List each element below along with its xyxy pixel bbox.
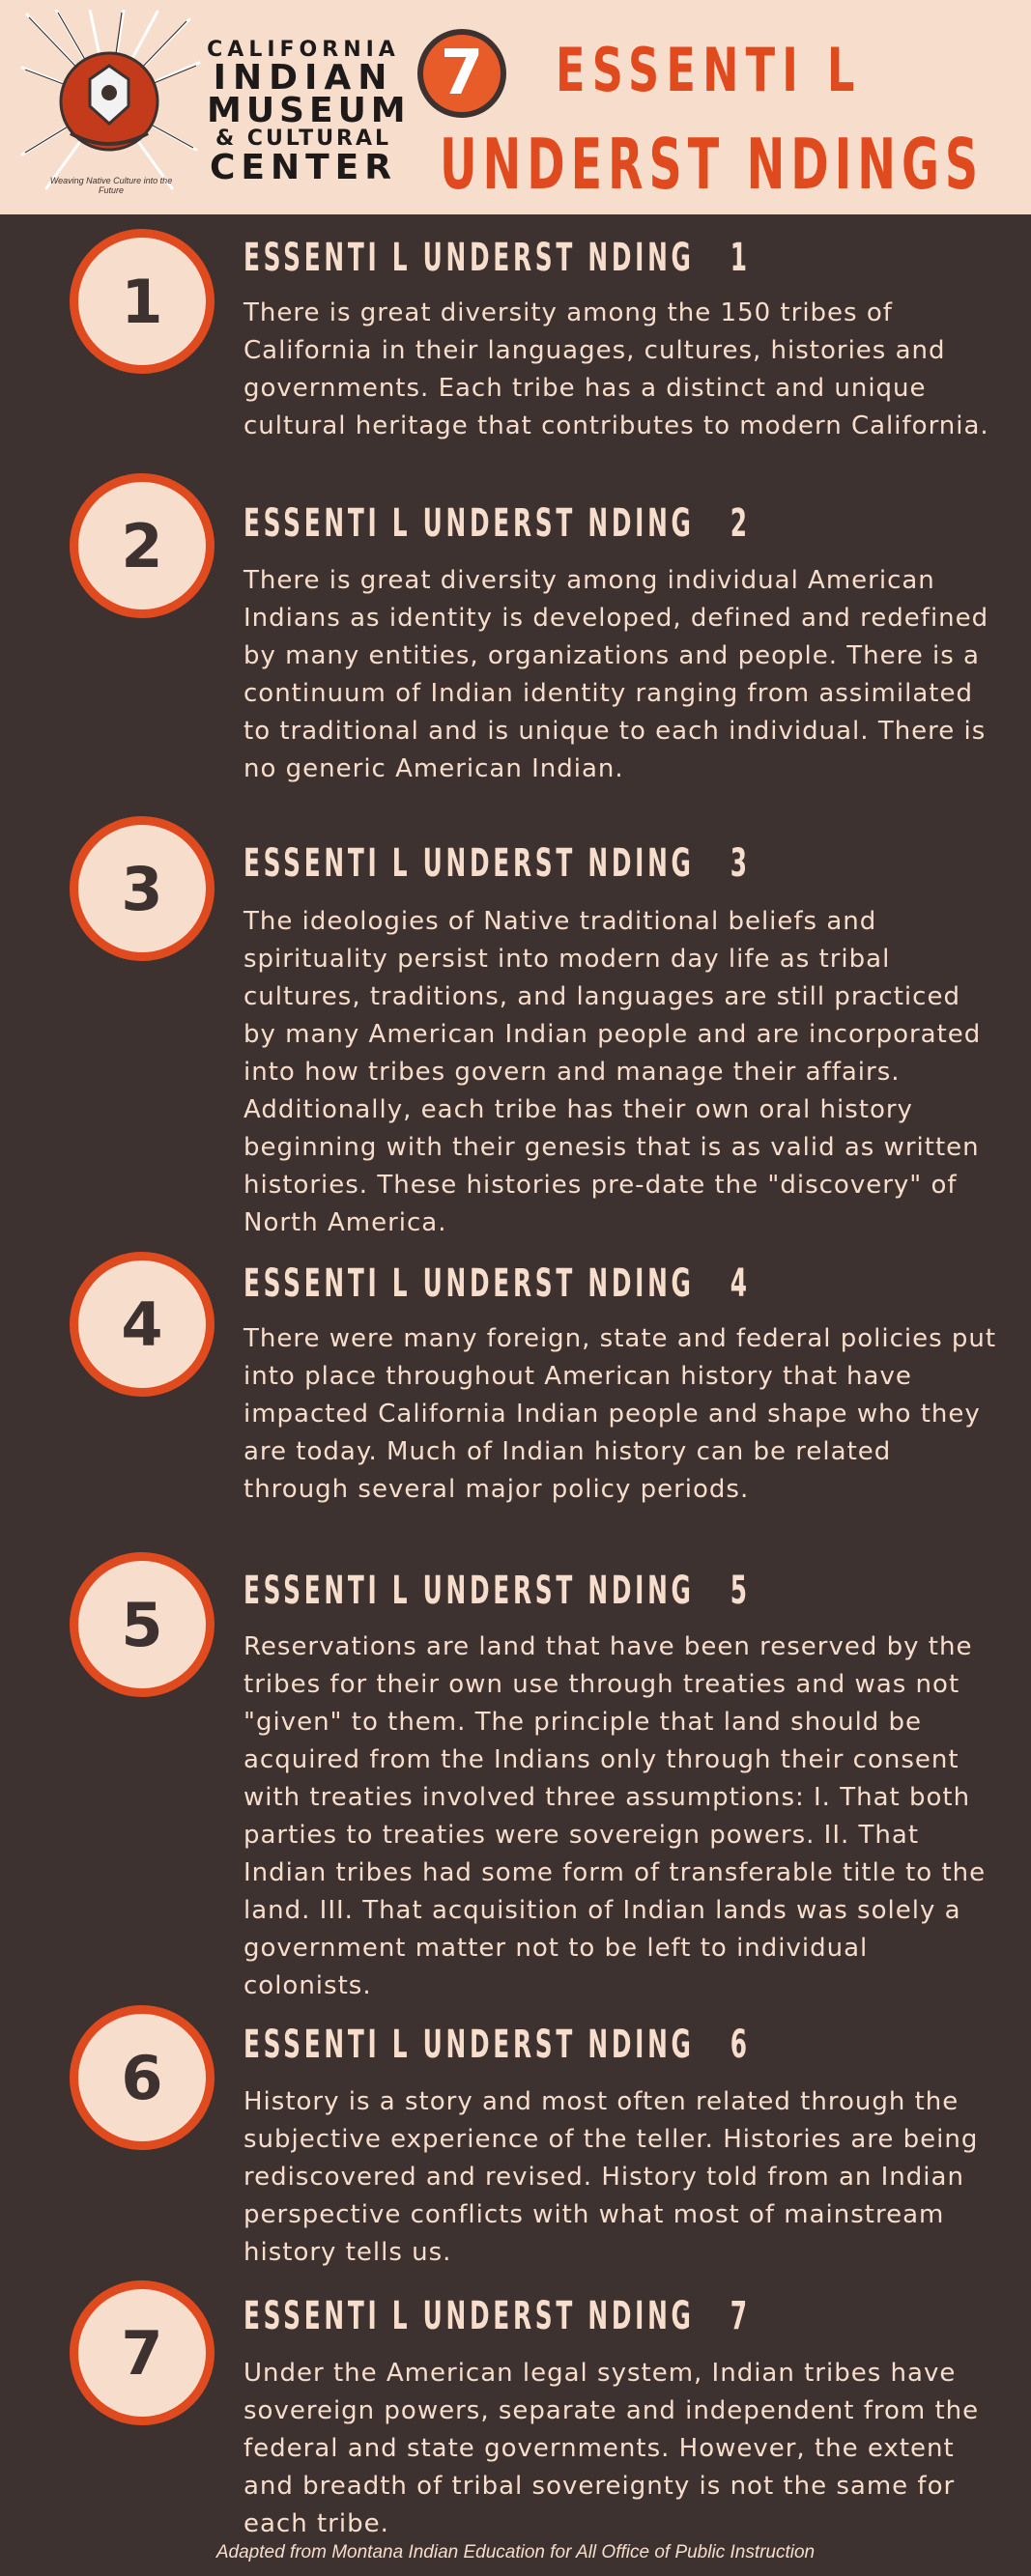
section-title: ESSENTI L UNDERST NDING 1	[243, 236, 751, 280]
museum-name-line: INDIAN	[213, 58, 394, 98]
section-number: 4	[121, 1288, 163, 1360]
section-body: The ideologies of Native traditional beliefs and spirituality persist into modern day life as tribal cultures, traditions, and languages are still practiced by many American Indian people and are incorporated into how tribes govern and manage their affairs. Additionally, each tribe has their own oral history beginning with their genesis that is as valid as written histories. These histories pre-date the "discovery" of North America.	[243, 907, 982, 1237]
section-number: 3	[121, 853, 163, 924]
section-number-badge	[70, 473, 215, 618]
section-title: ESSENTI L UNDERST NDING 6	[243, 2023, 751, 2067]
section-number: 1	[121, 266, 163, 337]
hero-number: 7	[440, 38, 484, 109]
section-number-badge	[70, 229, 215, 374]
section-number-badge	[70, 2005, 215, 2150]
museum-name-line: CENTER	[209, 148, 397, 187]
section-number-badge	[70, 1252, 215, 1397]
section-body: Reservations are land that have been reserved by the tribes for their own use through treaties and was not "given" to them. The principle that land should be acquired from the Indians only through their consent with treaties involved three assumptions: I. That both parties to treaties were sovereign powers. II. That Indian tribes had some form of transferable title to the land. III. That acquisition of Indian lands was solely a government matter not to be left to individual colonists.	[243, 1632, 987, 2000]
section-number-badge	[70, 2280, 215, 2425]
source-credit: Adapted from Montana Indian Education for All Office of Public Instruction	[215, 2542, 816, 2562]
logo-caption: Weaving Native Culture into the Future	[49, 176, 173, 195]
section-number-badge	[70, 1552, 215, 1697]
section-number: 2	[121, 510, 163, 581]
section-body: Under the American legal system, Indian tribes have sovereign powers, separate and independent from the federal and state governments. However, the extent and breadth of tribal sovereignty is not the same for each tribe.	[243, 2359, 980, 2538]
section-body: There were many foreign, state and federal policies put into place throughout American history that have impacted California Indian people and shape who they are today. Much of Indian history can be related through several major policy periods.	[243, 1324, 997, 1504]
header-banner	[0, 0, 1031, 214]
page-title-line-1: ESSENTI L	[556, 35, 862, 105]
hero-number-badge	[417, 29, 506, 118]
section-body: There is great diversity among the 150 tribes of California in their languages, cultures, histories and governments. Each tribe has a distinct and unique cultural heritage that contributes to modern California.	[243, 298, 989, 440]
section-number: 6	[121, 2042, 163, 2113]
section-title: ESSENTI L UNDERST NDING 3	[243, 841, 751, 886]
museum-name-line: MUSEUM	[207, 91, 411, 130]
page-title-line-2: UNDERST NDINGS	[440, 124, 985, 205]
section-title: ESSENTI L UNDERST NDING 5	[243, 1569, 751, 1613]
section-body: There is great diversity among individual American Indians as identity is developed, defined and redefined by many entities, organizations and people. There is a continuum of Indian identity ranging from assimilated to traditional and is unique to each individual. There is no generic American Indian.	[243, 566, 989, 783]
section-body: History is a story and most often related through the subjective experience of the teller. Histories are being rediscovered and revised. History told from an Indian perspective conflicts with what most of mainstream history tells us.	[243, 2087, 979, 2267]
museum-logo	[17, 10, 201, 203]
museum-name-line: & CULTURAL	[215, 127, 392, 151]
section-title: ESSENTI L UNDERST NDING 2	[243, 501, 751, 546]
museum-name-line: CALIFORNIA	[207, 38, 400, 62]
section-title: ESSENTI L UNDERST NDING 7	[243, 2294, 751, 2338]
section-number: 7	[121, 2317, 163, 2389]
section-title: ESSENTI L UNDERST NDING 4	[243, 1261, 751, 1306]
section-number: 5	[121, 1589, 163, 1660]
section-number-badge	[70, 816, 215, 961]
museum-name	[207, 38, 411, 187]
